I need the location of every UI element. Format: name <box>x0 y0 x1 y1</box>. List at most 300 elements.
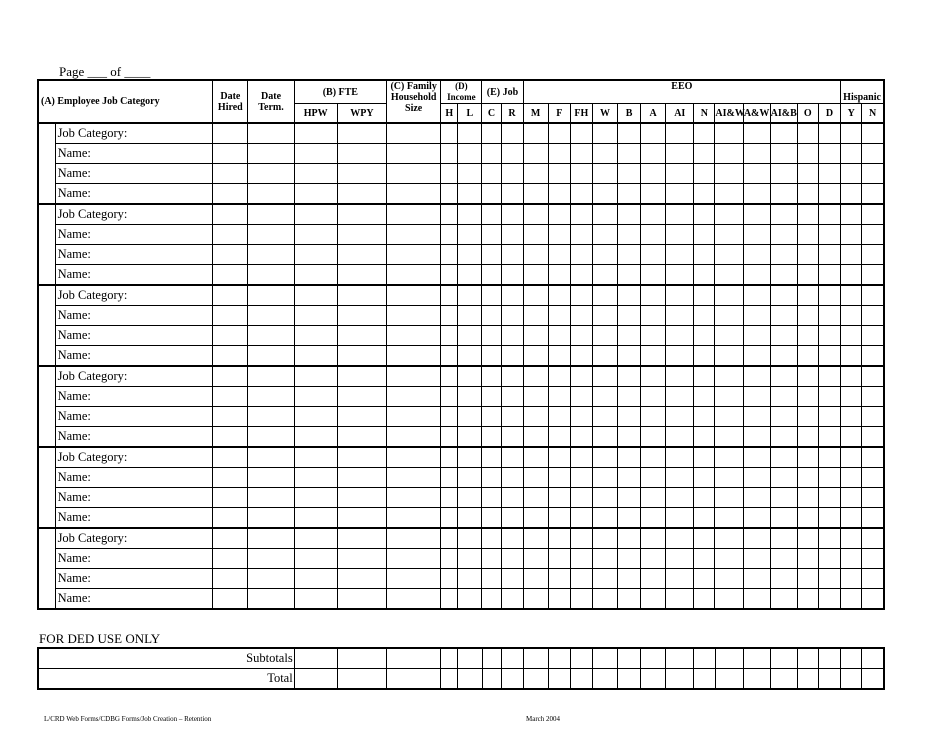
entry-cell[interactable] <box>570 427 592 448</box>
entry-cell[interactable] <box>818 164 840 184</box>
entry-cell[interactable] <box>337 285 386 306</box>
entry-cell[interactable] <box>715 184 743 205</box>
entry-cell[interactable] <box>482 447 501 468</box>
entry-cell[interactable] <box>570 468 592 488</box>
entry-cell[interactable] <box>213 225 248 245</box>
entry-cell[interactable] <box>548 549 570 569</box>
entry-cell[interactable] <box>694 326 715 346</box>
entry-cell[interactable] <box>694 488 715 508</box>
entry-cell[interactable] <box>548 204 570 225</box>
entry-cell[interactable] <box>862 204 884 225</box>
entry-cell[interactable] <box>641 285 666 306</box>
entry-cell[interactable] <box>618 407 641 427</box>
entry-cell[interactable] <box>387 346 441 367</box>
entry-cell[interactable] <box>797 123 818 144</box>
entry-cell[interactable] <box>818 306 840 326</box>
entry-cell[interactable] <box>523 225 548 245</box>
entry-cell[interactable] <box>666 366 694 387</box>
entry-cell[interactable] <box>387 468 441 488</box>
entry-cell[interactable] <box>592 346 617 367</box>
total-entry-cell[interactable] <box>337 669 386 690</box>
entry-cell[interactable] <box>294 346 337 367</box>
total-entry-cell[interactable] <box>666 669 694 690</box>
entry-cell[interactable] <box>441 427 458 448</box>
entry-cell[interactable] <box>797 225 818 245</box>
entry-cell[interactable] <box>482 589 501 610</box>
entry-cell[interactable] <box>387 528 441 549</box>
entry-cell[interactable] <box>592 245 617 265</box>
entry-cell[interactable] <box>797 184 818 205</box>
entry-cell[interactable] <box>337 123 386 144</box>
entry-cell[interactable] <box>743 447 770 468</box>
entry-cell[interactable] <box>294 245 337 265</box>
entry-cell[interactable] <box>743 285 770 306</box>
entry-cell[interactable] <box>666 427 694 448</box>
entry-cell[interactable] <box>248 164 294 184</box>
entry-cell[interactable] <box>818 528 840 549</box>
entry-cell[interactable] <box>770 346 797 367</box>
entry-cell[interactable] <box>570 144 592 164</box>
entry-cell[interactable] <box>294 204 337 225</box>
entry-cell[interactable] <box>501 123 523 144</box>
total-entry-cell[interactable] <box>841 669 862 690</box>
entry-cell[interactable] <box>818 144 840 164</box>
entry-cell[interactable] <box>294 164 337 184</box>
entry-cell[interactable] <box>743 549 770 569</box>
entry-cell[interactable] <box>715 569 743 589</box>
entry-cell[interactable] <box>294 508 337 529</box>
entry-cell[interactable] <box>387 184 441 205</box>
entry-cell[interactable] <box>523 366 548 387</box>
entry-cell[interactable] <box>458 569 482 589</box>
entry-cell[interactable] <box>248 508 294 529</box>
entry-cell[interactable] <box>797 508 818 529</box>
entry-cell[interactable] <box>294 144 337 164</box>
name-label[interactable]: Name: <box>55 245 213 265</box>
entry-cell[interactable] <box>523 144 548 164</box>
entry-cell[interactable] <box>862 488 884 508</box>
entry-cell[interactable] <box>592 407 617 427</box>
entry-cell[interactable] <box>743 164 770 184</box>
entry-cell[interactable] <box>743 245 770 265</box>
entry-cell[interactable] <box>337 225 386 245</box>
entry-cell[interactable] <box>441 549 458 569</box>
entry-cell[interactable] <box>213 447 248 468</box>
entry-cell[interactable] <box>862 225 884 245</box>
total-entry-cell[interactable] <box>618 669 641 690</box>
entry-cell[interactable] <box>458 285 482 306</box>
entry-cell[interactable] <box>592 225 617 245</box>
entry-cell[interactable] <box>797 346 818 367</box>
entry-cell[interactable] <box>592 589 617 610</box>
entry-cell[interactable] <box>387 407 441 427</box>
entry-cell[interactable] <box>715 447 743 468</box>
entry-cell[interactable] <box>441 447 458 468</box>
entry-cell[interactable] <box>862 245 884 265</box>
total-entry-cell[interactable] <box>862 648 884 669</box>
entry-cell[interactable] <box>548 468 570 488</box>
entry-cell[interactable] <box>715 144 743 164</box>
entry-cell[interactable] <box>548 508 570 529</box>
entry-cell[interactable] <box>618 528 641 549</box>
entry-cell[interactable] <box>337 306 386 326</box>
entry-cell[interactable] <box>458 366 482 387</box>
entry-cell[interactable] <box>743 569 770 589</box>
entry-cell[interactable] <box>818 589 840 610</box>
total-entry-cell[interactable] <box>548 669 570 690</box>
entry-cell[interactable] <box>641 427 666 448</box>
entry-cell[interactable] <box>501 549 523 569</box>
name-label[interactable]: Name: <box>55 427 213 448</box>
job-category-label[interactable]: Job Category: <box>55 204 213 225</box>
entry-cell[interactable] <box>248 549 294 569</box>
total-entry-cell[interactable] <box>593 669 618 690</box>
entry-cell[interactable] <box>841 123 862 144</box>
entry-cell[interactable] <box>548 447 570 468</box>
entry-cell[interactable] <box>337 245 386 265</box>
entry-cell[interactable] <box>694 265 715 286</box>
entry-cell[interactable] <box>618 306 641 326</box>
entry-cell[interactable] <box>523 488 548 508</box>
entry-cell[interactable] <box>641 306 666 326</box>
entry-cell[interactable] <box>797 549 818 569</box>
name-label[interactable]: Name: <box>55 549 213 569</box>
entry-cell[interactable] <box>570 204 592 225</box>
entry-cell[interactable] <box>818 285 840 306</box>
entry-cell[interactable] <box>743 346 770 367</box>
entry-cell[interactable] <box>862 285 884 306</box>
entry-cell[interactable] <box>618 164 641 184</box>
entry-cell[interactable] <box>743 144 770 164</box>
entry-cell[interactable] <box>570 447 592 468</box>
entry-cell[interactable] <box>862 144 884 164</box>
entry-cell[interactable] <box>548 427 570 448</box>
entry-cell[interactable] <box>501 528 523 549</box>
entry-cell[interactable] <box>548 346 570 367</box>
entry-cell[interactable] <box>818 245 840 265</box>
name-label[interactable]: Name: <box>55 144 213 164</box>
name-label[interactable]: Name: <box>55 508 213 529</box>
entry-cell[interactable] <box>841 326 862 346</box>
entry-cell[interactable] <box>294 488 337 508</box>
job-category-label[interactable]: Job Category: <box>55 447 213 468</box>
total-entry-cell[interactable] <box>641 669 666 690</box>
entry-cell[interactable] <box>618 204 641 225</box>
job-category-label[interactable]: Job Category: <box>55 285 213 306</box>
entry-cell[interactable] <box>770 528 797 549</box>
entry-cell[interactable] <box>618 245 641 265</box>
entry-cell[interactable] <box>387 326 441 346</box>
entry-cell[interactable] <box>523 285 548 306</box>
entry-cell[interactable] <box>862 184 884 205</box>
entry-cell[interactable] <box>523 508 548 529</box>
entry-cell[interactable] <box>248 488 294 508</box>
entry-cell[interactable] <box>501 225 523 245</box>
entry-cell[interactable] <box>441 528 458 549</box>
entry-cell[interactable] <box>862 265 884 286</box>
entry-cell[interactable] <box>694 366 715 387</box>
entry-cell[interactable] <box>213 285 248 306</box>
entry-cell[interactable] <box>548 528 570 549</box>
entry-cell[interactable] <box>441 407 458 427</box>
total-entry-cell[interactable] <box>482 648 501 669</box>
entry-cell[interactable] <box>523 387 548 407</box>
entry-cell[interactable] <box>337 387 386 407</box>
entry-cell[interactable] <box>743 468 770 488</box>
entry-cell[interactable] <box>441 164 458 184</box>
entry-cell[interactable] <box>743 407 770 427</box>
entry-cell[interactable] <box>862 164 884 184</box>
entry-cell[interactable] <box>482 387 501 407</box>
name-label[interactable]: Name: <box>55 184 213 205</box>
entry-cell[interactable] <box>570 265 592 286</box>
entry-cell[interactable] <box>641 326 666 346</box>
entry-cell[interactable] <box>523 306 548 326</box>
entry-cell[interactable] <box>641 508 666 529</box>
entry-cell[interactable] <box>248 245 294 265</box>
entry-cell[interactable] <box>841 204 862 225</box>
entry-cell[interactable] <box>694 225 715 245</box>
entry-cell[interactable] <box>482 407 501 427</box>
entry-cell[interactable] <box>641 265 666 286</box>
entry-cell[interactable] <box>841 528 862 549</box>
entry-cell[interactable] <box>694 549 715 569</box>
total-entry-cell[interactable] <box>694 669 715 690</box>
entry-cell[interactable] <box>213 366 248 387</box>
entry-cell[interactable] <box>592 306 617 326</box>
total-entry-cell[interactable] <box>770 648 797 669</box>
entry-cell[interactable] <box>818 427 840 448</box>
total-entry-cell[interactable] <box>770 669 797 690</box>
entry-cell[interactable] <box>666 123 694 144</box>
entry-cell[interactable] <box>715 204 743 225</box>
entry-cell[interactable] <box>523 447 548 468</box>
entry-cell[interactable] <box>458 528 482 549</box>
total-entry-cell[interactable] <box>593 648 618 669</box>
entry-cell[interactable] <box>294 528 337 549</box>
entry-cell[interactable] <box>248 569 294 589</box>
entry-cell[interactable] <box>548 285 570 306</box>
entry-cell[interactable] <box>337 346 386 367</box>
entry-cell[interactable] <box>841 225 862 245</box>
entry-cell[interactable] <box>618 387 641 407</box>
entry-cell[interactable] <box>715 326 743 346</box>
entry-cell[interactable] <box>548 144 570 164</box>
entry-cell[interactable] <box>862 447 884 468</box>
entry-cell[interactable] <box>841 346 862 367</box>
entry-cell[interactable] <box>715 123 743 144</box>
entry-cell[interactable] <box>592 164 617 184</box>
entry-cell[interactable] <box>441 245 458 265</box>
entry-cell[interactable] <box>862 366 884 387</box>
entry-cell[interactable] <box>294 123 337 144</box>
entry-cell[interactable] <box>387 285 441 306</box>
entry-cell[interactable] <box>841 164 862 184</box>
entry-cell[interactable] <box>618 366 641 387</box>
entry-cell[interactable] <box>294 326 337 346</box>
entry-cell[interactable] <box>694 164 715 184</box>
entry-cell[interactable] <box>501 285 523 306</box>
entry-cell[interactable] <box>862 468 884 488</box>
entry-cell[interactable] <box>618 468 641 488</box>
entry-cell[interactable] <box>841 265 862 286</box>
entry-cell[interactable] <box>441 488 458 508</box>
entry-cell[interactable] <box>294 468 337 488</box>
entry-cell[interactable] <box>715 306 743 326</box>
entry-cell[interactable] <box>294 225 337 245</box>
entry-cell[interactable] <box>387 488 441 508</box>
entry-cell[interactable] <box>387 508 441 529</box>
entry-cell[interactable] <box>441 387 458 407</box>
entry-cell[interactable] <box>694 427 715 448</box>
entry-cell[interactable] <box>548 164 570 184</box>
entry-cell[interactable] <box>862 549 884 569</box>
total-entry-cell[interactable] <box>862 669 884 690</box>
entry-cell[interactable] <box>441 569 458 589</box>
total-entry-cell[interactable] <box>715 669 743 690</box>
entry-cell[interactable] <box>592 387 617 407</box>
entry-cell[interactable] <box>458 508 482 529</box>
entry-cell[interactable] <box>387 204 441 225</box>
entry-cell[interactable] <box>592 508 617 529</box>
entry-cell[interactable] <box>248 366 294 387</box>
entry-cell[interactable] <box>770 326 797 346</box>
entry-cell[interactable] <box>523 528 548 549</box>
total-entry-cell[interactable] <box>819 648 841 669</box>
entry-cell[interactable] <box>841 427 862 448</box>
entry-cell[interactable] <box>666 204 694 225</box>
total-entry-cell[interactable] <box>841 648 862 669</box>
entry-cell[interactable] <box>482 265 501 286</box>
entry-cell[interactable] <box>770 285 797 306</box>
entry-cell[interactable] <box>743 528 770 549</box>
entry-cell[interactable] <box>248 589 294 610</box>
entry-cell[interactable] <box>666 164 694 184</box>
entry-cell[interactable] <box>641 184 666 205</box>
entry-cell[interactable] <box>770 468 797 488</box>
entry-cell[interactable] <box>213 144 248 164</box>
entry-cell[interactable] <box>548 387 570 407</box>
entry-cell[interactable] <box>715 508 743 529</box>
entry-cell[interactable] <box>482 366 501 387</box>
name-label[interactable]: Name: <box>55 468 213 488</box>
name-label[interactable]: Name: <box>55 387 213 407</box>
entry-cell[interactable] <box>570 164 592 184</box>
entry-cell[interactable] <box>743 123 770 144</box>
total-entry-cell[interactable] <box>797 648 818 669</box>
entry-cell[interactable] <box>818 123 840 144</box>
total-entry-cell[interactable] <box>743 648 770 669</box>
entry-cell[interactable] <box>213 589 248 610</box>
entry-cell[interactable] <box>641 366 666 387</box>
name-label[interactable]: Name: <box>55 265 213 286</box>
entry-cell[interactable] <box>797 366 818 387</box>
entry-cell[interactable] <box>482 164 501 184</box>
entry-cell[interactable] <box>666 488 694 508</box>
entry-cell[interactable] <box>770 245 797 265</box>
entry-cell[interactable] <box>797 569 818 589</box>
entry-cell[interactable] <box>618 427 641 448</box>
job-category-label[interactable]: Job Category: <box>55 528 213 549</box>
entry-cell[interactable] <box>770 407 797 427</box>
entry-cell[interactable] <box>743 387 770 407</box>
entry-cell[interactable] <box>770 549 797 569</box>
entry-cell[interactable] <box>862 306 884 326</box>
entry-cell[interactable] <box>570 569 592 589</box>
entry-cell[interactable] <box>501 265 523 286</box>
entry-cell[interactable] <box>458 387 482 407</box>
entry-cell[interactable] <box>248 427 294 448</box>
entry-cell[interactable] <box>441 326 458 346</box>
entry-cell[interactable] <box>458 468 482 488</box>
entry-cell[interactable] <box>458 326 482 346</box>
entry-cell[interactable] <box>818 569 840 589</box>
entry-cell[interactable] <box>715 407 743 427</box>
job-category-label[interactable]: Job Category: <box>55 366 213 387</box>
entry-cell[interactable] <box>841 387 862 407</box>
entry-cell[interactable] <box>694 407 715 427</box>
total-entry-cell[interactable] <box>797 669 818 690</box>
entry-cell[interactable] <box>818 326 840 346</box>
total-entry-cell[interactable] <box>337 648 386 669</box>
entry-cell[interactable] <box>548 407 570 427</box>
entry-cell[interactable] <box>523 265 548 286</box>
entry-cell[interactable] <box>743 225 770 245</box>
entry-cell[interactable] <box>570 366 592 387</box>
entry-cell[interactable] <box>482 508 501 529</box>
entry-cell[interactable] <box>818 265 840 286</box>
entry-cell[interactable] <box>337 427 386 448</box>
entry-cell[interactable] <box>841 245 862 265</box>
entry-cell[interactable] <box>482 549 501 569</box>
entry-cell[interactable] <box>797 326 818 346</box>
entry-cell[interactable] <box>441 589 458 610</box>
total-entry-cell[interactable] <box>294 648 337 669</box>
entry-cell[interactable] <box>694 144 715 164</box>
entry-cell[interactable] <box>818 447 840 468</box>
entry-cell[interactable] <box>592 528 617 549</box>
entry-cell[interactable] <box>482 306 501 326</box>
total-entry-cell[interactable] <box>501 648 523 669</box>
entry-cell[interactable] <box>501 184 523 205</box>
entry-cell[interactable] <box>213 326 248 346</box>
entry-cell[interactable] <box>441 366 458 387</box>
entry-cell[interactable] <box>248 346 294 367</box>
entry-cell[interactable] <box>482 184 501 205</box>
entry-cell[interactable] <box>818 225 840 245</box>
entry-cell[interactable] <box>618 265 641 286</box>
entry-cell[interactable] <box>841 468 862 488</box>
entry-cell[interactable] <box>770 225 797 245</box>
entry-cell[interactable] <box>523 549 548 569</box>
entry-cell[interactable] <box>715 468 743 488</box>
entry-cell[interactable] <box>797 468 818 488</box>
entry-cell[interactable] <box>694 589 715 610</box>
entry-cell[interactable] <box>592 184 617 205</box>
entry-cell[interactable] <box>715 528 743 549</box>
entry-cell[interactable] <box>797 447 818 468</box>
entry-cell[interactable] <box>715 225 743 245</box>
entry-cell[interactable] <box>248 326 294 346</box>
entry-cell[interactable] <box>618 144 641 164</box>
entry-cell[interactable] <box>770 488 797 508</box>
entry-cell[interactable] <box>694 387 715 407</box>
entry-cell[interactable] <box>387 366 441 387</box>
entry-cell[interactable] <box>248 528 294 549</box>
entry-cell[interactable] <box>387 387 441 407</box>
total-entry-cell[interactable] <box>570 669 592 690</box>
entry-cell[interactable] <box>458 427 482 448</box>
